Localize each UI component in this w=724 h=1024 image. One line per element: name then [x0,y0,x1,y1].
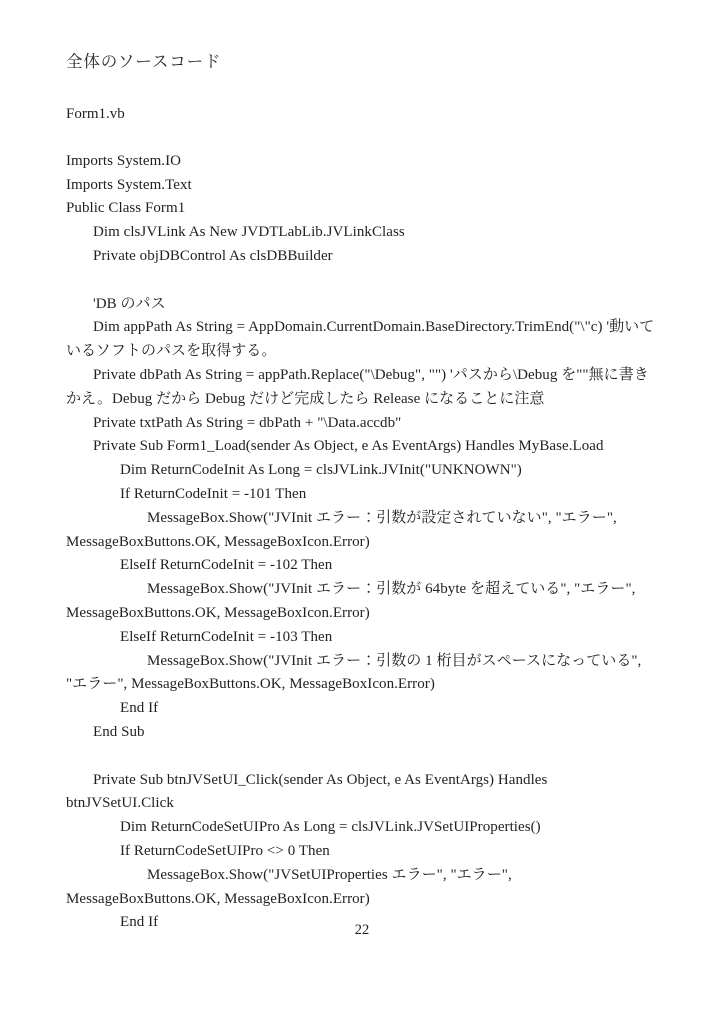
code-line: Dim appPath As String = AppDomain.CurrentDomain.BaseDirectory.TrimEnd("\"c) '動いているソフトのパスを取得する。 [66,319,655,360]
code-line: Dim clsJVLink As New JVDTLabLib.JVLinkClass [93,224,405,241]
code-line: End Sub [93,723,145,740]
page-number: 22 [354,922,370,938]
code-line: Private dbPath As String = appPath.Replace("\Debug", "") 'パスから\Debug を""無に書きかえ。Debug だから Debug だけど完成したら Release になることに注意 [66,366,649,407]
source-code-block [66,150,658,935]
code-line: MessageBox.Show("JVInit エラー：引数が 64byte を超えている", "エラー", MessageBoxButtons.OK, MessageBoxIcon.Error) [66,581,640,621]
page-title: 全体のソースコード [66,52,222,71]
code-blank-line [66,269,658,293]
code-line: If ReturnCodeInit = -101 Then [120,485,307,502]
code-line: End If [120,700,159,717]
code-blank-line [66,745,658,769]
code-line: Private Sub btnJVSetUI_Click(sender As Object, e As EventArgs) Handles btnJVSetUI.Click [66,771,552,812]
code-line: ElseIf ReturnCodeInit = -103 Then [120,628,333,645]
code-line: MessageBox.Show("JVInit エラー：引数が設定されていない", "エラー", MessageBoxButtons.OK, MessageBoxIcon.Error) [66,509,621,550]
code-line: MessageBox.Show("JVInit エラー：引数の 1 桁目がスペースになっている", "エラー", MessageBoxButtons.OK, MessageBoxIcon.Error) [66,652,646,693]
code-line: Private Sub Form1_Load(sender As Object, e As EventArgs) Handles MyBase.Load [93,438,604,455]
code-line: ElseIf ReturnCodeInit = -102 Then [120,557,333,574]
code-line: Imports System.Text [66,176,192,193]
code-line: Imports System.IO [66,152,182,169]
code-line: MessageBox.Show("JVSetUIProperties エラー", "エラー", MessageBoxButtons.OK, MessageBoxIcon.Error) [66,866,516,907]
code-line: End If [120,914,159,931]
code-line: Dim ReturnCodeInit As Long = clsJVLink.JVInit("UNKNOWN") [120,462,522,479]
code-line: Dim ReturnCodeSetUIPro As Long = clsJVLink.JVSetUIProperties() [120,819,541,836]
code-line: Private objDBControl As clsDBBuilder [93,247,333,264]
source-file-name: Form1.vb [66,106,125,122]
code-line: Private txtPath As String = dbPath + "\Data.accdb" [93,414,402,431]
code-line: If ReturnCodeSetUIPro <> 0 Then [120,842,330,859]
page-content [66,50,658,935]
code-line: 'DB のパス [93,295,166,312]
code-line: Public Class Form1 [66,200,186,217]
